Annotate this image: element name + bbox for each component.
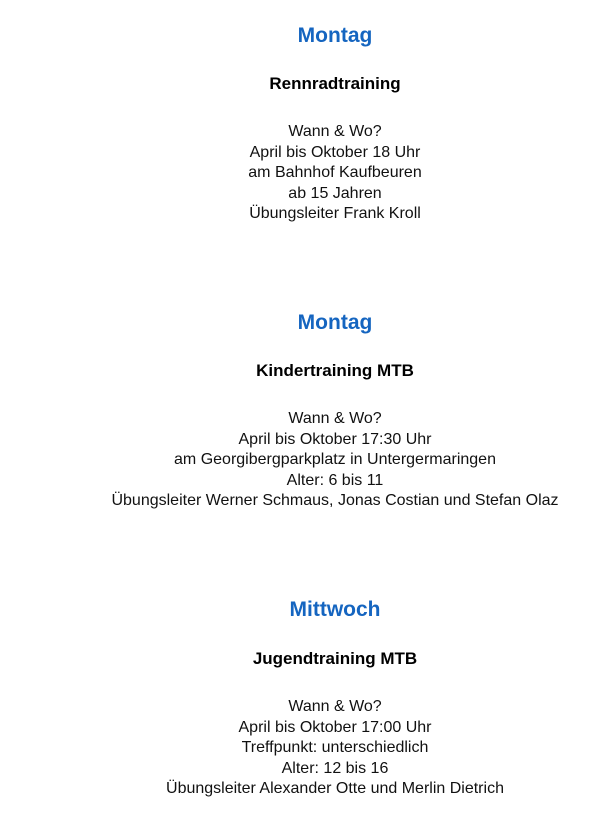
day-heading: Montag (297, 311, 373, 334)
training-title: Jugendtraining MTB (252, 649, 418, 668)
detail-line: Wann & Wo? (288, 123, 382, 140)
detail-line: Treffpunkt: unterschiedlich (241, 739, 429, 757)
training-details (0, 122, 613, 225)
training-details (0, 409, 613, 512)
detail-line: am Bahnhof Kaufbeuren (248, 164, 422, 182)
detail-line: ab 15 Jahren (288, 184, 382, 202)
detail-line: Wann & Wo? (288, 698, 382, 715)
detail-line: Übungsleiter Alexander Otte und Merlin Dietrich (166, 780, 504, 798)
detail-line: am Georgibergparkplatz in Untergermaringen (174, 451, 496, 469)
detail-line: April bis Oktober 18 Uhr (249, 143, 421, 161)
detail-line: Übungsleiter Werner Schmaus, Jonas Costian und Stefan Olaz (111, 492, 559, 510)
training-details (0, 697, 613, 800)
detail-line: Übungsleiter Frank Kroll (249, 205, 421, 223)
training-title: Rennradtraining (269, 74, 401, 93)
day-heading: Montag (297, 24, 373, 47)
detail-line: Alter: 12 bis 16 (281, 759, 389, 777)
detail-line: Wann & Wo? (288, 410, 382, 427)
detail-line: Alter: 6 bis 11 (286, 471, 384, 489)
detail-line: April bis Oktober 17:30 Uhr (238, 430, 432, 448)
day-heading: Mittwoch (289, 598, 381, 621)
training-title: Kindertraining MTB (256, 361, 414, 380)
detail-line: April bis Oktober 17:00 Uhr (238, 718, 432, 736)
